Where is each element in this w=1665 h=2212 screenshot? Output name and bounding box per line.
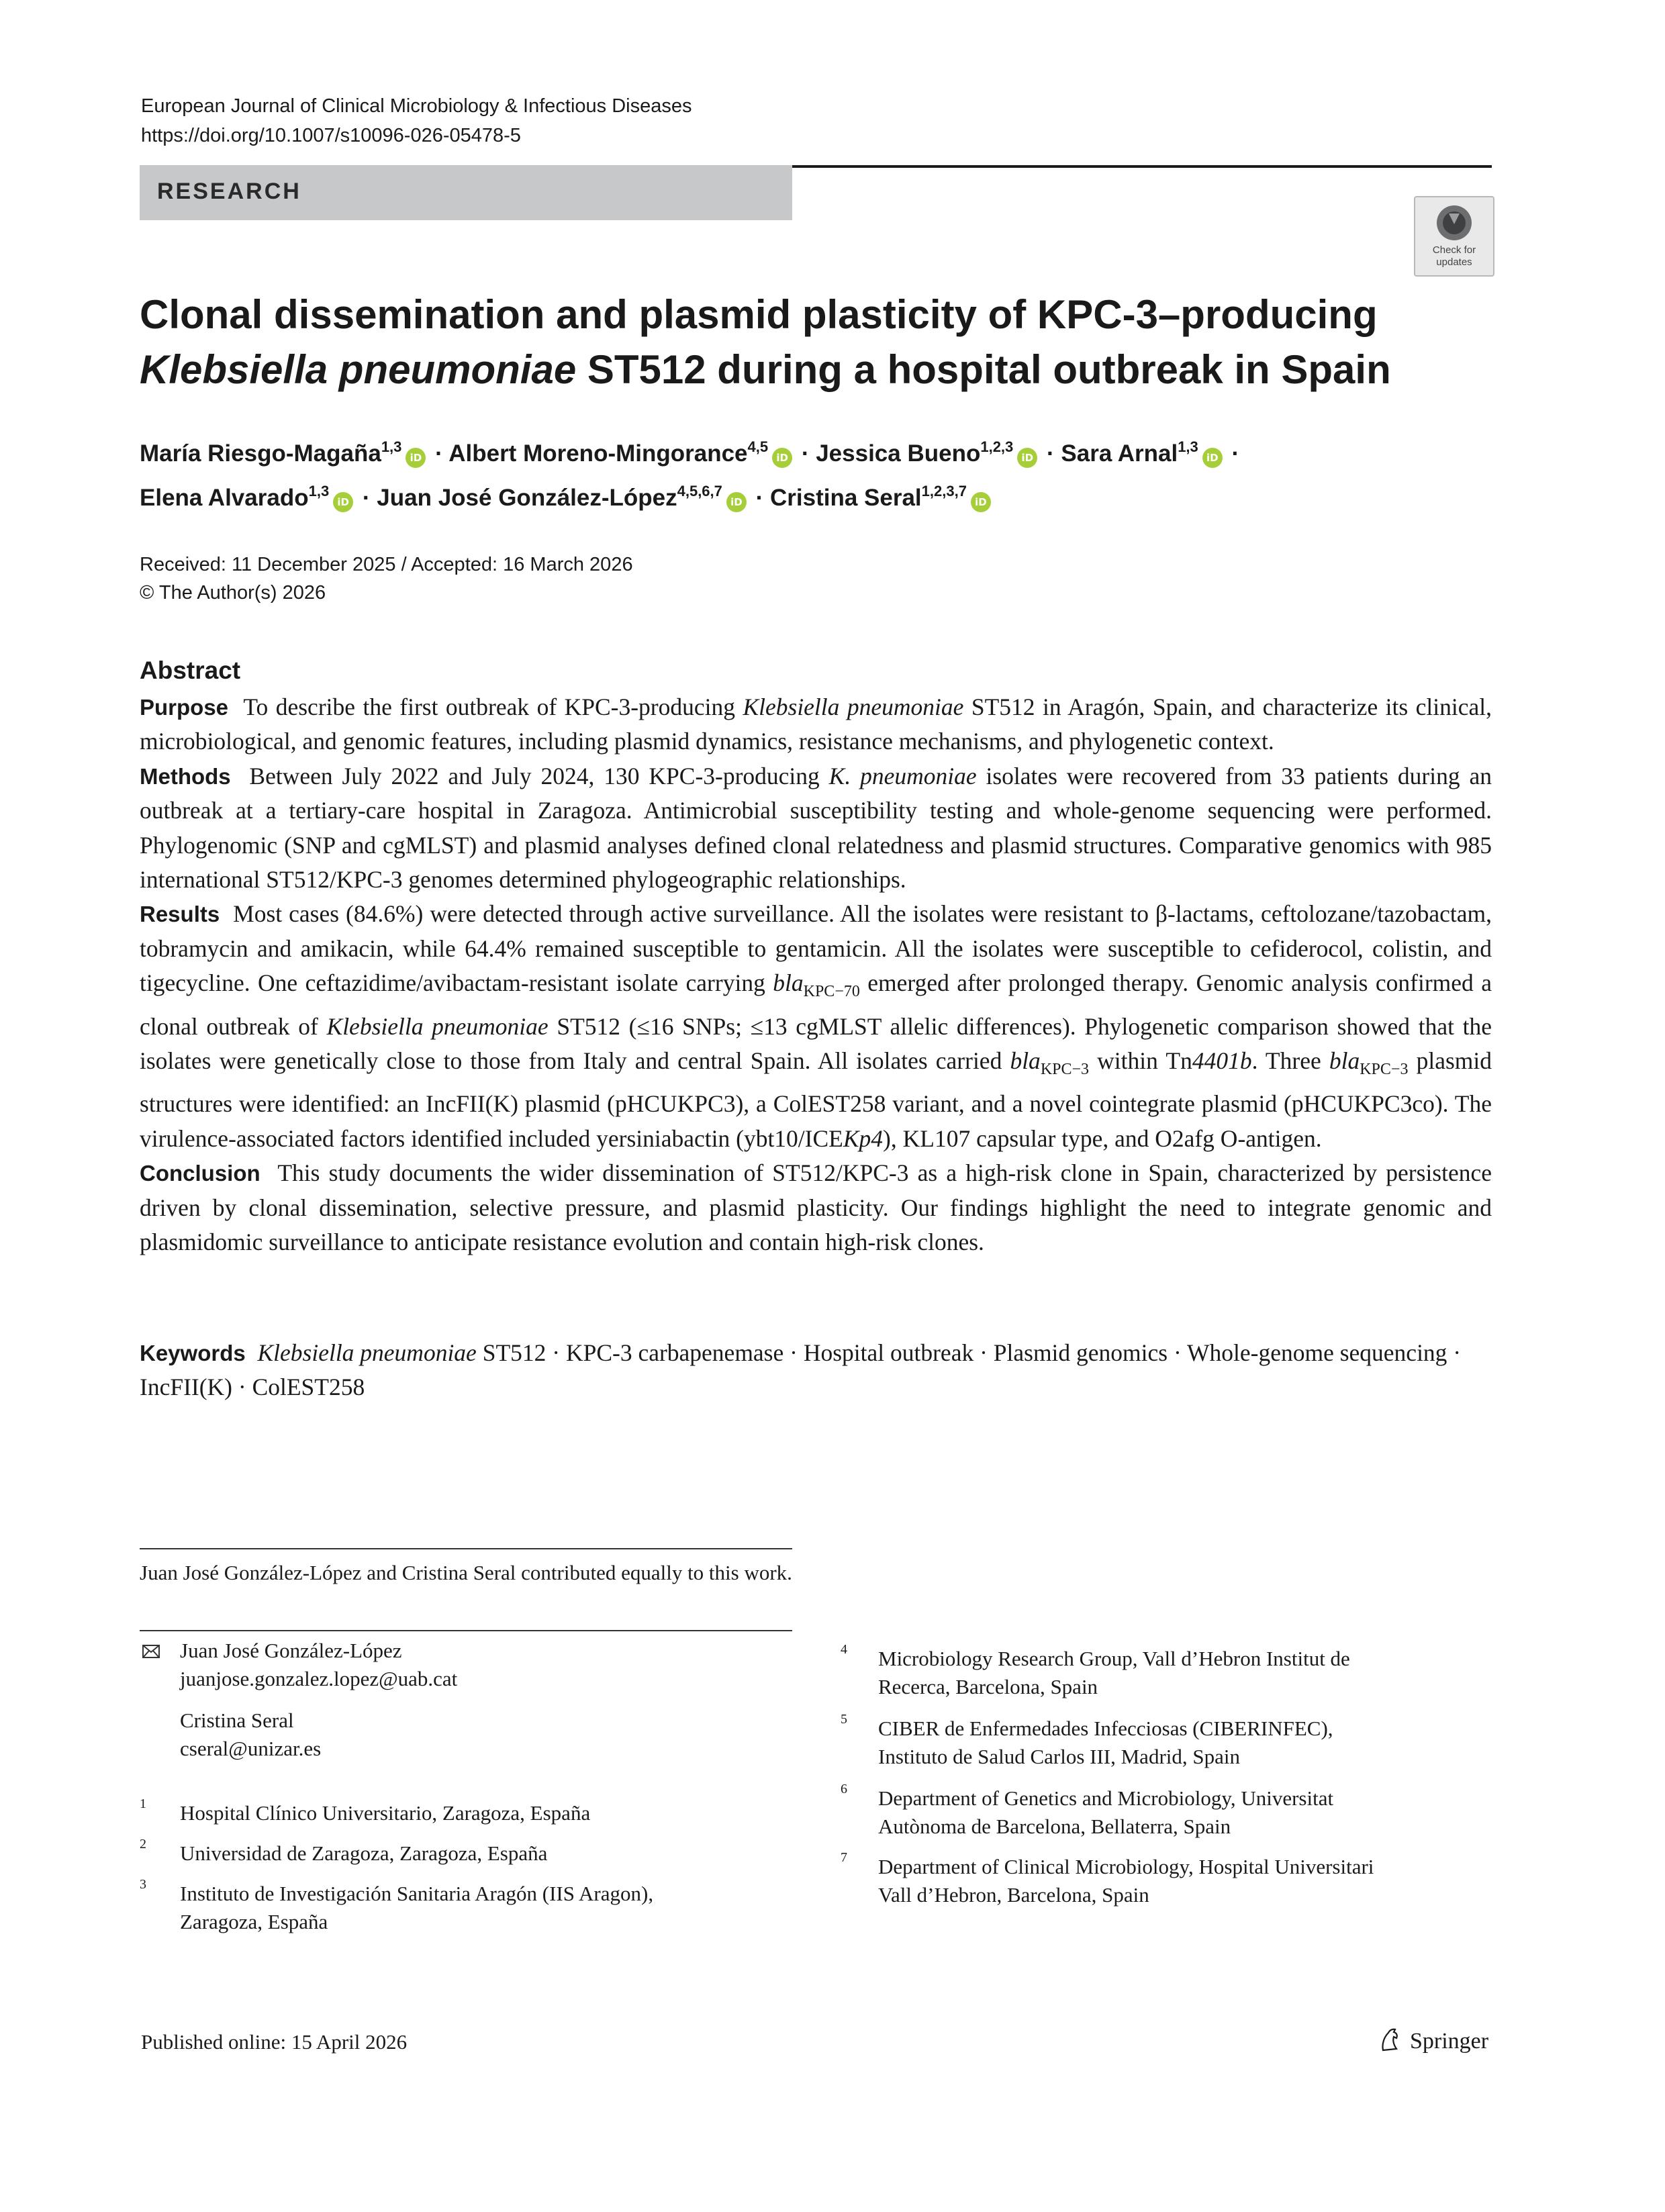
- orcid-icon[interactable]: iD: [726, 492, 747, 512]
- affiliation-4: Microbiology Research Group, Vall d’Hebron Institut de Recerca, Barcelona, Spain: [878, 1647, 1350, 1698]
- aff-number: 3: [140, 1877, 146, 1892]
- section-label: RESEARCH: [157, 179, 301, 204]
- corresponding-authors: [180, 1637, 457, 1763]
- author-name[interactable]: María Riesgo-Magaña: [140, 440, 381, 467]
- author-name[interactable]: Cristina Seral: [770, 485, 922, 511]
- author-list: María Riesgo-Magaña$^{1,3}$iD · Albert Moreno-Mingorance$^{4,5}$iD · Jessica Bueno$^{1,2,3}$iD · Sara Arnal$^{1,3}$iD · Elena Alvarado$^{1,3}$iD · Juan José González-López$^{4,5,6,7}$iD · Cristina Seral$^{1,2,3,7}$iD: [140, 438, 1240, 511]
- author-name[interactable]: Elena Alvarado: [140, 485, 309, 511]
- abstract-methods: Methods Between July 2022 and July 2024, 130 KPC-3-producing K. pneumoniae isolates were recovered from 33 patients during an outbreak at a tertiary-care hospital in Zaragoza. Antimicrobial susceptibility testing and whole-genome sequencing were performed. Phylogenomic (SNP and cgMLST) and plasmid analyses defined clonal relatedness and plasmid structures. Comparative genomics with 985 international ST512/KPC-3 genomes determined phylogeographic relationships.: [140, 762, 1492, 894]
- orcid-icon[interactable]: iD: [971, 492, 991, 512]
- aff-number: 4: [841, 1642, 847, 1657]
- published-online: Published online: 15 April 2026: [141, 2030, 408, 2054]
- article-dates: [140, 550, 633, 607]
- author-name[interactable]: Juan José González-López: [377, 485, 677, 511]
- orcid-icon[interactable]: iD: [333, 492, 353, 512]
- abstract-conclusion: Conclusion This study documents the wider dissemination of ST512/KPC-3 as a high-risk clone in Spain, characterized by persistence driven by clonal dissemination, selective pressure, and plasmid plasticity. Our findings highlight the need to integrate genomic and plasmidomic surveillance to anticipate resistance evolution and contain high-risk clones.: [140, 1159, 1492, 1256]
- orcid-icon[interactable]: iD: [406, 448, 426, 468]
- affiliation-6: Department of Genetics and Microbiology, Universitat Autònoma de Barcelona, Bellaterra, Spain: [878, 1786, 1334, 1838]
- aff-number: 6: [841, 1782, 847, 1796]
- aff-number: 2: [140, 1837, 146, 1852]
- contribution-note: Juan José González-López and Cristina Seral contributed equally to this work.: [140, 1561, 792, 1584]
- abstract-heading: Abstract: [140, 657, 241, 684]
- author-name[interactable]: Sara Arnal: [1061, 440, 1178, 467]
- springer-horse-icon: [1376, 2026, 1403, 2053]
- abstract-body: [140, 690, 1492, 1260]
- corr-email[interactable]: juanjose.gonzalez.lopez@uab.cat: [180, 1667, 458, 1690]
- doi-link[interactable]: https://doi.org/10.1007/s10096-026-05478-5: [141, 125, 521, 146]
- footnote-rule: [140, 1548, 792, 1549]
- journal-name: European Journal of Clinical Microbiology & Infectious Diseases: [141, 95, 692, 117]
- orcid-icon[interactable]: iD: [772, 448, 792, 468]
- publisher-logo-text: Springer: [1410, 2029, 1489, 2054]
- orcid-icon[interactable]: iD: [1202, 448, 1223, 468]
- header-rule-right: [792, 165, 1492, 168]
- envelope-icon: [142, 1645, 160, 1658]
- aff-number: 5: [841, 1712, 847, 1727]
- title-line-2: Klebsiella pneumoniae ST512 during a hospital outbreak in Spain: [140, 347, 1391, 392]
- orcid-icon[interactable]: iD: [1017, 448, 1037, 468]
- journal-header: [141, 91, 692, 150]
- received-accepted: Received: 11 December 2025 / Accepted: 16 March 2026: [140, 554, 633, 575]
- keywords: Keywords Klebsiella pneumoniae ST512 · KPC-3 carbapenemase · Hospital outbreak · Plasmid genomics · Whole-genome sequencing · IncFII(K) · ColEST258: [140, 1339, 1462, 1401]
- author-name[interactable]: Albert Moreno-Mingorance: [448, 440, 748, 467]
- check-updates-text: Check for updates: [1432, 244, 1476, 268]
- aff-number: 7: [841, 1850, 847, 1865]
- keywords-label: Keywords: [140, 1341, 246, 1365]
- affiliation-5: CIBER de Enfermedades Infecciosas (CIBERINFEC), Instituto de Salud Carlos III, Madrid, Spain: [878, 1717, 1333, 1768]
- aff-number: 1: [140, 1796, 146, 1811]
- abstract-results: Results Most cases (84.6%) were detected through active surveillance. All the isolates were resistant to β-lactams, ceftolozane/tazobactam, tobramycin and amikacin, while 64.4% remained susceptible to gentamicin. All the isolates were susceptible to cefiderocol, colistin, and tigecycline. One ceftazidime/avibactam-resistant isolate carrying bla$_{KPC-70}$ emerged after prolonged therapy. Genomic analysis confirmed a clonal outbreak of Klebsiella pneumoniae ST512 (≤16 SNPs; ≤13 cgMLST allelic differences). Phylogenetic comparison showed that the isolates were genetically close to those from Italy and central Spain. All isolates carried bla$_{KPC-3}$ within Tn4401b. Three bla$_{KPC-3}$ plasmid structures were identified: an IncFII(K) plasmid (pHCUKPC3), a ColEST258 variant, and a novel cointegrate plasmid (pHCUKPC3co). The virulence-associated factors identified included yersiniabactin (ybt10/ICEKp4), KL107 capsular type, and O2afg O-antigen.: [140, 900, 1492, 1152]
- check-for-updates-badge[interactable]: [1414, 196, 1494, 277]
- corr-name: Cristina Seral: [180, 1709, 294, 1732]
- footnote-rule: [140, 1630, 792, 1631]
- corr-name: Juan José González-López: [180, 1639, 402, 1662]
- affiliation-1: Hospital Clínico Universitario, Zaragoza, España: [180, 1801, 591, 1825]
- copyright: © The Author(s) 2026: [140, 582, 326, 604]
- affiliation-7: Department of Clinical Microbiology, Hospital Universitari Vall d’Hebron, Barcelona, Spain: [878, 1855, 1374, 1907]
- article-title: [140, 287, 1496, 397]
- abstract-purpose: Purpose To describe the first outbreak of KPC-3-producing Klebsiella pneumoniae ST512 in Aragón, Spain, and characterize its clinical, microbiological, and genomic features, including plasmid dynamics, resistance mechanisms, and phylogenetic context.: [140, 693, 1492, 755]
- author-name[interactable]: Jessica Bueno: [816, 440, 981, 467]
- affiliation-3: Instituto de Investigación Sanitaria Aragón (IIS Aragon), Zaragoza, España: [180, 1882, 654, 1933]
- title-line-1: Clonal dissemination and plasmid plasticity of KPC-3–producing: [140, 292, 1378, 337]
- corr-email[interactable]: cseral@unizar.es: [180, 1737, 322, 1760]
- check-updates-icon: [1435, 204, 1473, 242]
- affiliation-2: Universidad de Zaragoza, Zaragoza, España: [180, 1841, 548, 1865]
